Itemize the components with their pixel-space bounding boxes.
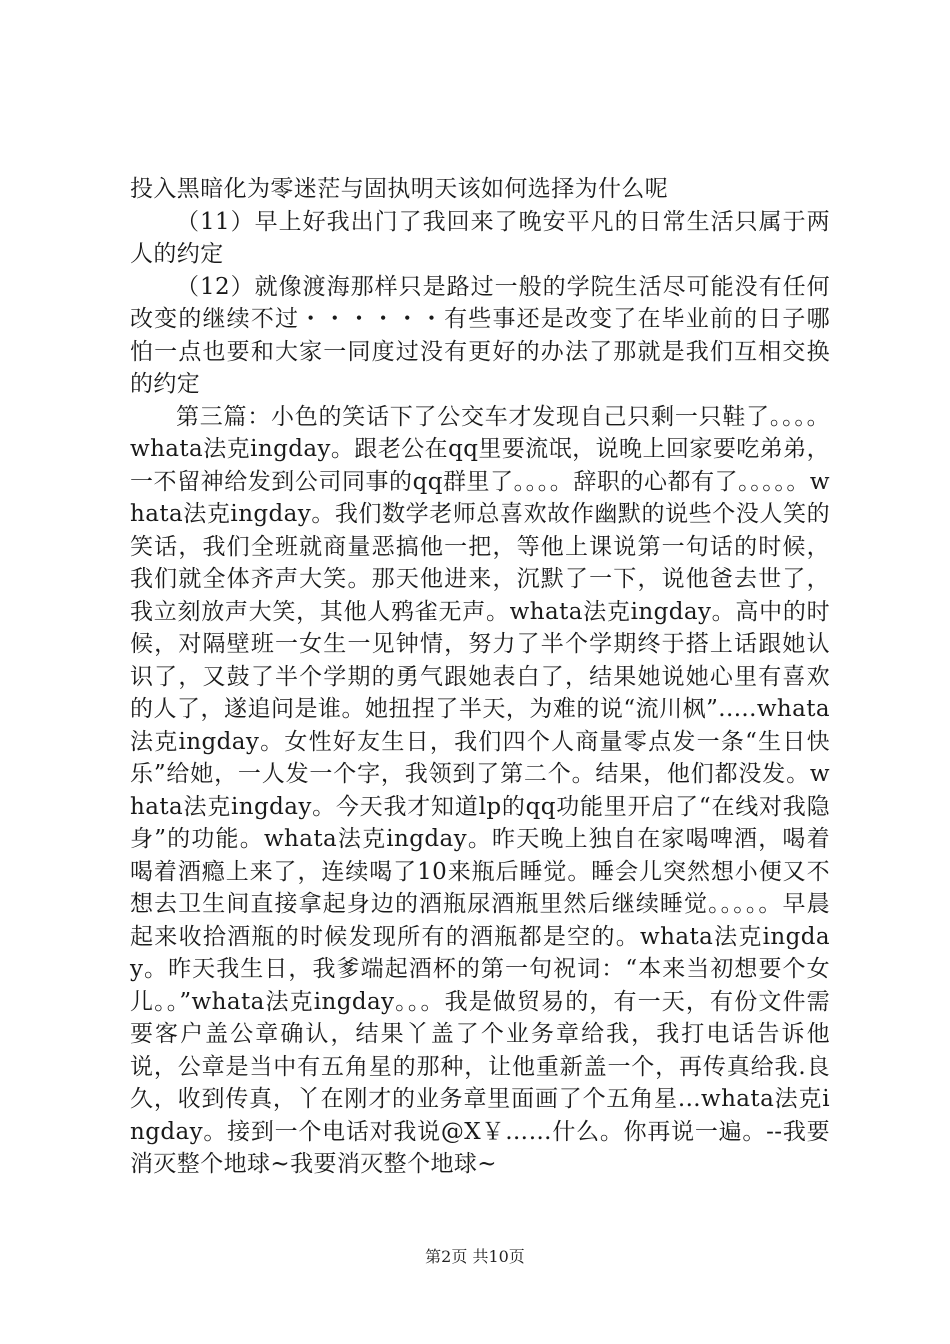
body-text <box>130 173 830 1181</box>
paragraph-1: 投入黑暗化为零迷茫与固执明天该如何选择为什么呢 <box>130 176 669 202</box>
paragraph-3: （12）就像渡海那样只是路过一般的学院生活尽可能没有任何改变的继续不过・・・・・・有些事还是改变了在毕业前的日子哪怕一点也要和大家一同度过没有更好的办法了那就是我们互相交换的约定 <box>130 273 830 397</box>
paragraph-4: 第三篇：小色的笑话下了公交车才发现自己只剩一只鞋了。。。。whata法克ingday。跟老公在qq里要流氓，说晚上回家要吃弟弟，一不留神给发到公司同事的qq群里了。。。。辞职的心都有了。。。。。whata法克ingday。我们数学老师总喜欢故作幽默的说些个没人笑的笑话，我们全班就商量恶搞他一把，等他上课说第一句话的时候，我们就全体齐声大笑。那天他进来，沉默了一下，说他爸去世了，我立刻放声大笑，其他人鸦雀无声。whata法克ingday。高中的时候，对隔壁班一女生一见钟情，努力了半个学期终于搭上话跟她认识了，又鼓了半个学期的勇气跟她表白了，结果她说她心里有喜欢的人了，遂追问是谁。她扭捏了半天，为难的说“流川枫”.....whata法克ingday。女性好友生日，我们四个人商量零点发一条“生日快乐”给她，一人发一个字，我领到了第二个。结果，他们都没发。whata法克ingday。今天我才知道lp的qq功能里开启了“在线对我隐身”的功能。whata法克ingday。昨天晚上独自在家喝啤酒，喝着喝着酒瘾上来了，连续喝了10来瓶后睡觉。睡会儿突然想小便又不想去卫生间直接拿起身边的酒瓶尿酒瓶里然后继续睡觉。。。。。早晨起来收拾酒瓶的时候发现所有的酒瓶都是空的。whata法克ingday。昨天我生日，我爹端起酒杯的第一句祝词：“本来当初想要个女儿。。”whata法克ingday。。。我是做贸易的，有一天，有份文件需要客户盖公章确认，结果丫盖了个业务章给我，我打电话告诉他说，公章是当中有五角星的那种，让他重新盖一个，再传真给我.良久，收到传真，丫在刚才的业务章里面画了个五角星...whata法克ingday。接到一个电话对我说@X￥……什么。你再说一遍。--我要消灭整个地球~我要消灭整个地球~ <box>130 403 830 1177</box>
page-footer <box>0 1244 950 1267</box>
page-number: 第2页 共10页 <box>425 1247 525 1266</box>
paragraph-2: （11）早上好我出门了我回来了晚安平凡的日常生活只属于两人的约定 <box>130 208 830 267</box>
